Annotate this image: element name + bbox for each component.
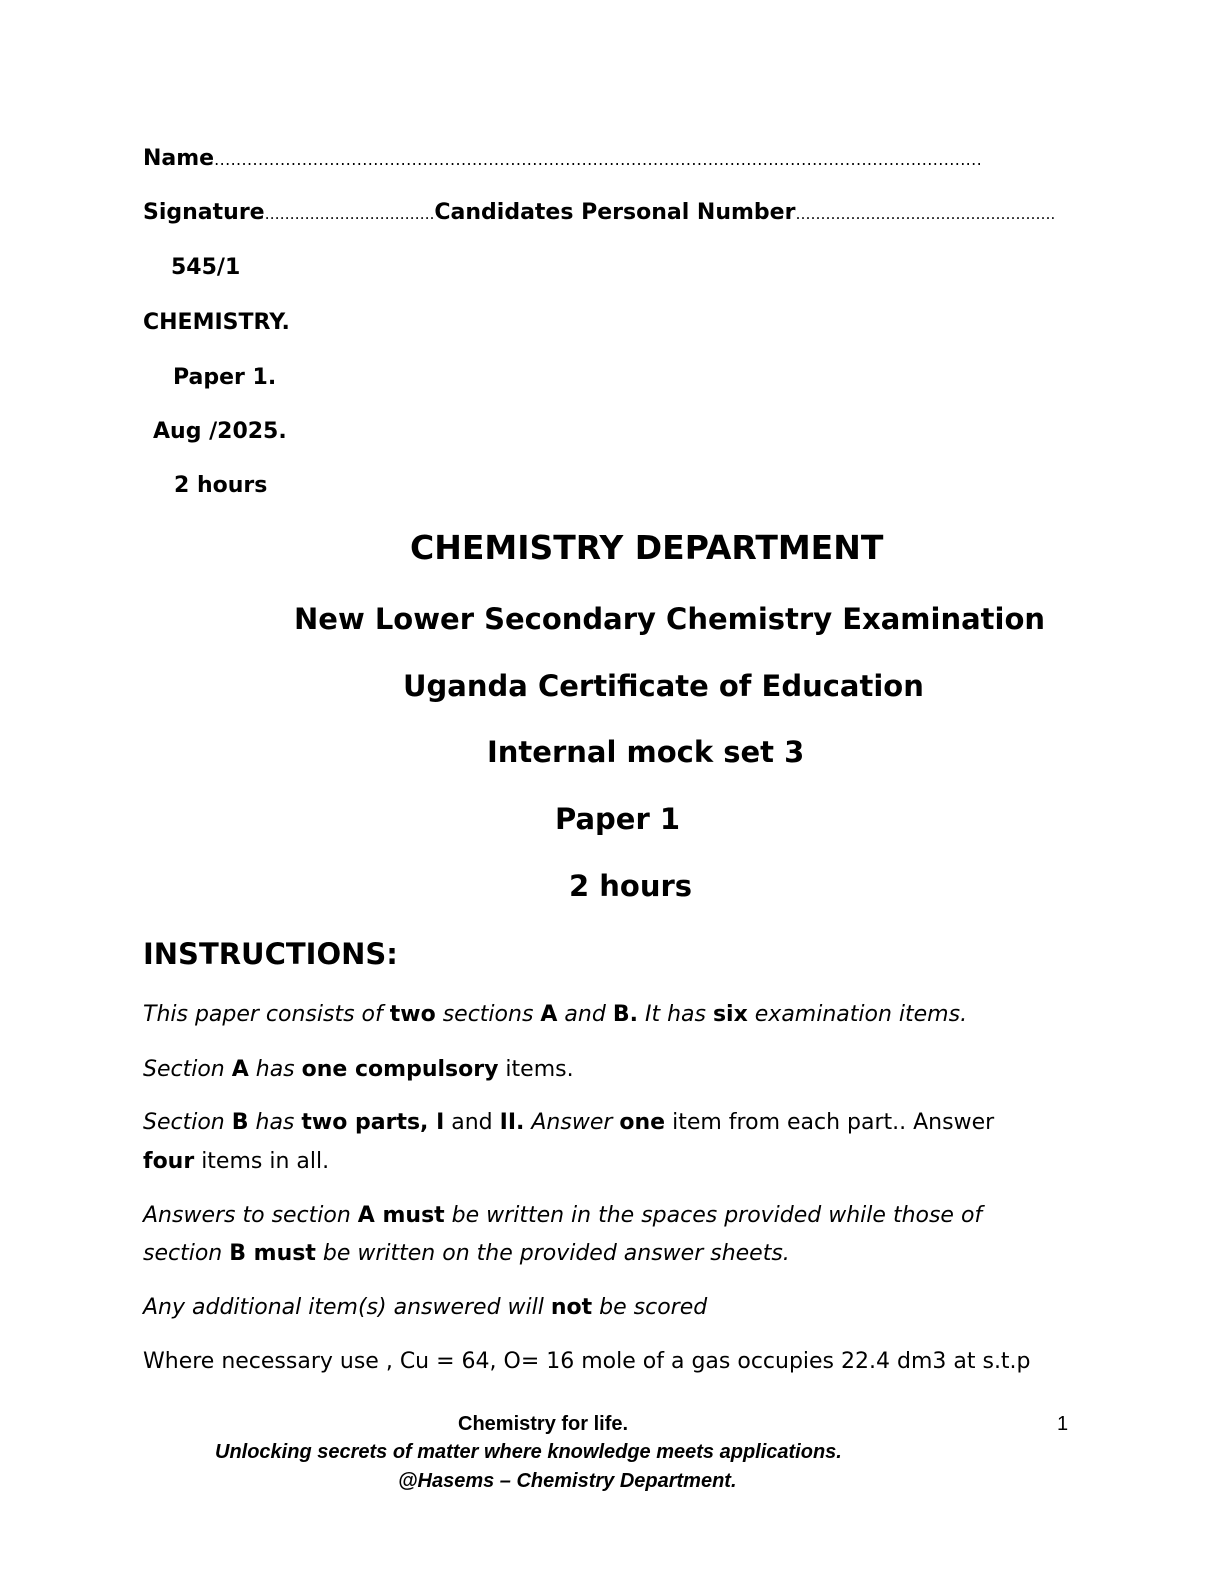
subject-label: CHEMISTRY.: [143, 310, 290, 335]
instruction-line-3b: four items in all.: [143, 1149, 330, 1174]
name-label: Name: [143, 146, 215, 171]
instruction-line-1: This paper consists of two sections A and B. It has six examination items.: [143, 1002, 968, 1027]
department-title: CHEMISTRY DEPARTMENT: [410, 528, 884, 567]
footer-credit: @Hasems – Chemistry Department.: [398, 1470, 737, 1492]
signature-label: Signature: [143, 200, 265, 225]
name-blank: ............................................................................................................................................: [214, 150, 983, 169]
instructions-heading: INSTRUCTIONS:: [143, 937, 398, 971]
signature-line: [143, 200, 1055, 225]
certificate-title: Uganda Certificate of Education: [403, 669, 924, 703]
instruction-line-5: Any additional item(s) answered will not be scored: [143, 1295, 708, 1320]
instruction-line-4a: Answers to section A must be written in the spaces provided while those of: [143, 1203, 983, 1228]
instruction-line-6: Where necessary use , Cu = 64, O= 16 mole of a gas occupies 22.4 dm3 at s.t.p: [143, 1349, 1031, 1374]
footer-motto: Chemistry for life.: [458, 1413, 629, 1435]
duration-title: 2 hours: [569, 869, 693, 903]
paper-code: 545/1: [171, 255, 241, 280]
instruction-line-3a: Section B has two parts, I and II. Answer one item from each part.. Answer: [143, 1110, 995, 1135]
duration-label: 2 hours: [174, 473, 268, 498]
date-label: Aug /2025.: [153, 419, 287, 444]
candidate-number-blank: …………………………………………….: [795, 205, 1056, 223]
name-line: [143, 146, 982, 171]
instruction-line-2: Section A has one compulsory items.: [143, 1057, 574, 1082]
paper-label: Paper 1.: [173, 365, 277, 390]
paper-title: Paper 1: [555, 802, 681, 836]
candidate-number-label: Candidates Personal Number: [434, 200, 796, 225]
set-title: Internal mock set 3: [487, 735, 805, 769]
instruction-line-4b: section B must be written on the provided answer sheets.: [143, 1241, 790, 1266]
page-number: 1: [1057, 1413, 1069, 1435]
exam-title: New Lower Secondary Chemistry Examination: [294, 602, 1046, 636]
footer-tagline: Unlocking secrets of matter where knowledge meets applications.: [215, 1441, 842, 1463]
signature-blank: …………………………….: [264, 205, 435, 223]
